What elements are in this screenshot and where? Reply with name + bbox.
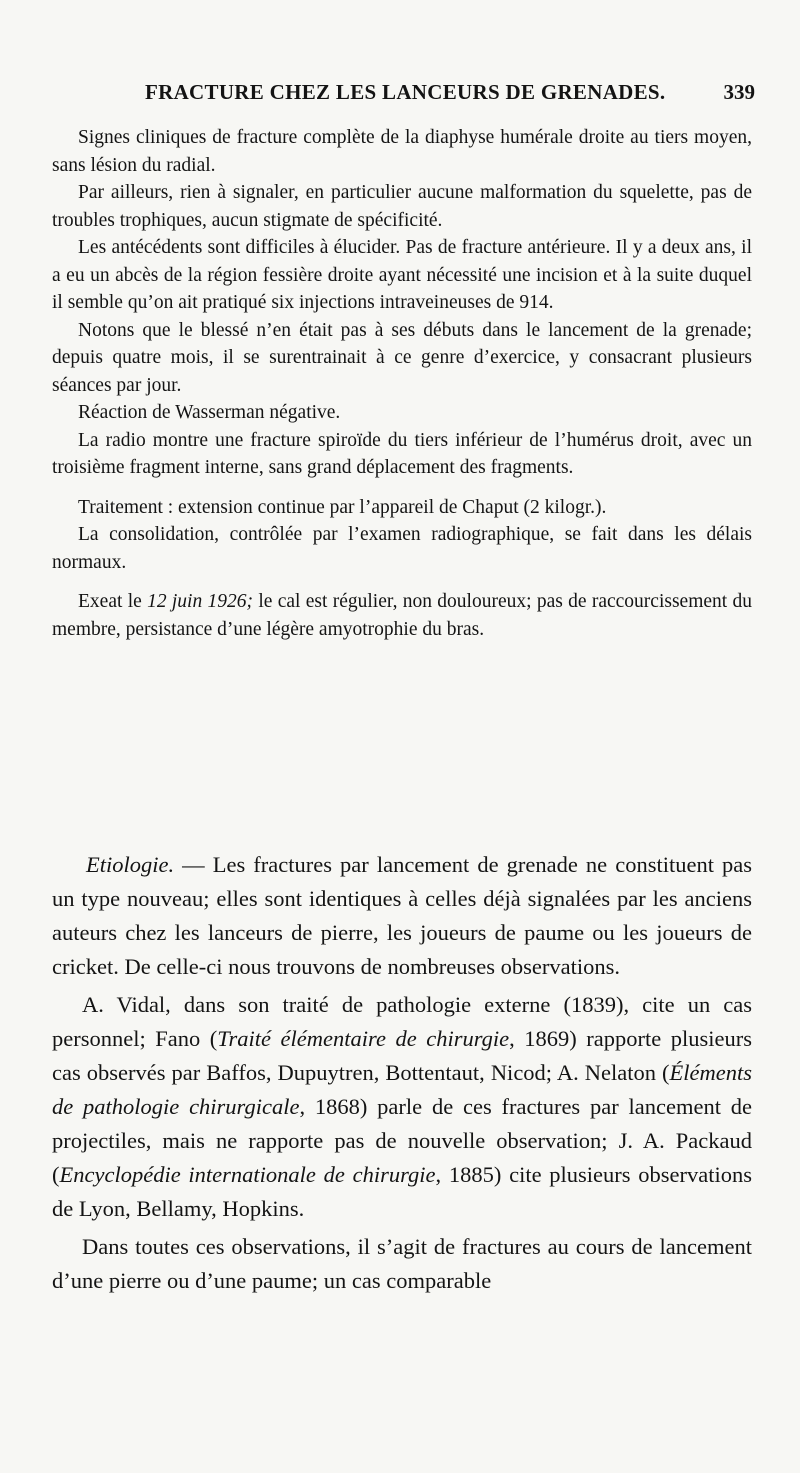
paragraph	[52, 588, 752, 643]
citation-title: Traité élémentaire de chirurgie	[217, 1026, 510, 1051]
paragraph: Signes cliniques de fracture complète de la diaphyse humérale droite au tiers moyen, sans lésion du radial.	[52, 127, 752, 176]
paragraph: La radio montre une fracture spiroïde du tiers inférieur de l’humérus droit, avec un troisième fragment interne, sans grand déplacement des fragments.	[52, 429, 752, 478]
paragraph: La consolidation, contrôlée par l’examen radiographique, se fait dans les délais normaux.	[52, 524, 752, 573]
text-run: A. Vidal, dans son traité de pathologie externe (1839), cite un cas personnel; Fano (	[52, 992, 752, 1051]
etiology-section	[52, 848, 752, 1298]
text-run: — Les fractures par lancement de grenade ne constituent pas un type nouveau; elles sont identiques à celles déjà signalées par les anciens auteurs chez les lanceurs de pierre, les joueurs de paume ou les joueurs de cricket. De celle-ci nous trouvons de nombreuses observations.	[52, 852, 752, 979]
paragraph: Dans toutes ces observations, il s’agit de fractures au cours de lancement d’une pierre ou d’une paume; un cas comparable	[52, 1234, 752, 1293]
paragraph: Traitement : extension continue par l’appareil de Chaput (2 kilogr.).	[78, 496, 607, 518]
paragraph: Réaction de Wasserman négative.	[78, 402, 341, 423]
text-run: , 1869) rapporte plusieurs cas observés par Baffos, Dupuytren, Bottentaut, Nicod; A. Nelaton (	[52, 1026, 752, 1085]
paragraph: Les antécédents sont difficiles à élucider. Pas de fracture antérieure. Il y a deux ans, il a eu un abcès de la région fessière droite ayant nécessité une incision et à la suite duquel il semble qu’on ait pratiqué six injections intraveineuses de 914.	[52, 237, 752, 313]
citation-title: Éléments de pathologie chirurgicale	[52, 1060, 752, 1119]
case-report	[52, 124, 752, 643]
paragraph: Par ailleurs, rien à signaler, en particulier aucune malformation du squelette, pas de troubles trophiques, aucun stigmate de spécificité.	[52, 182, 752, 231]
paragraph	[52, 988, 752, 1226]
text-run: Exeat le	[78, 591, 148, 612]
page-number: 339	[723, 80, 755, 104]
running-header	[145, 80, 755, 108]
paragraph: Notons que le blessé n’en était pas à ses débuts dans le lancement de la grenade; depuis quatre mois, il se surentrainait à ce genre d’exercice, y consacrant plusieurs séances par jour.	[52, 319, 752, 396]
section-heading: Etiologie.	[86, 852, 175, 877]
text-run: , 1868) parle de ces fractures par lancement de projectiles, mais ne rapporte pas de nouvelle observation; J. A. Packaud (	[52, 1094, 752, 1187]
exeat-date: 12 juin 1926;	[147, 591, 254, 612]
running-title: FRACTURE CHEZ LES LANCEURS DE GRENADES.	[145, 80, 666, 104]
paragraph	[52, 848, 752, 984]
text-run: le cal est régulier, non douloureux; pas de raccourcissement du membre, persistance d’une légère amyotrophie du bras.	[52, 591, 752, 640]
text-run: , 1885) cite plusieurs observations de Lyon, Bellamy, Hopkins.	[52, 1162, 752, 1221]
citation-title: Encyclopédie internationale de chirurgie	[59, 1162, 436, 1187]
